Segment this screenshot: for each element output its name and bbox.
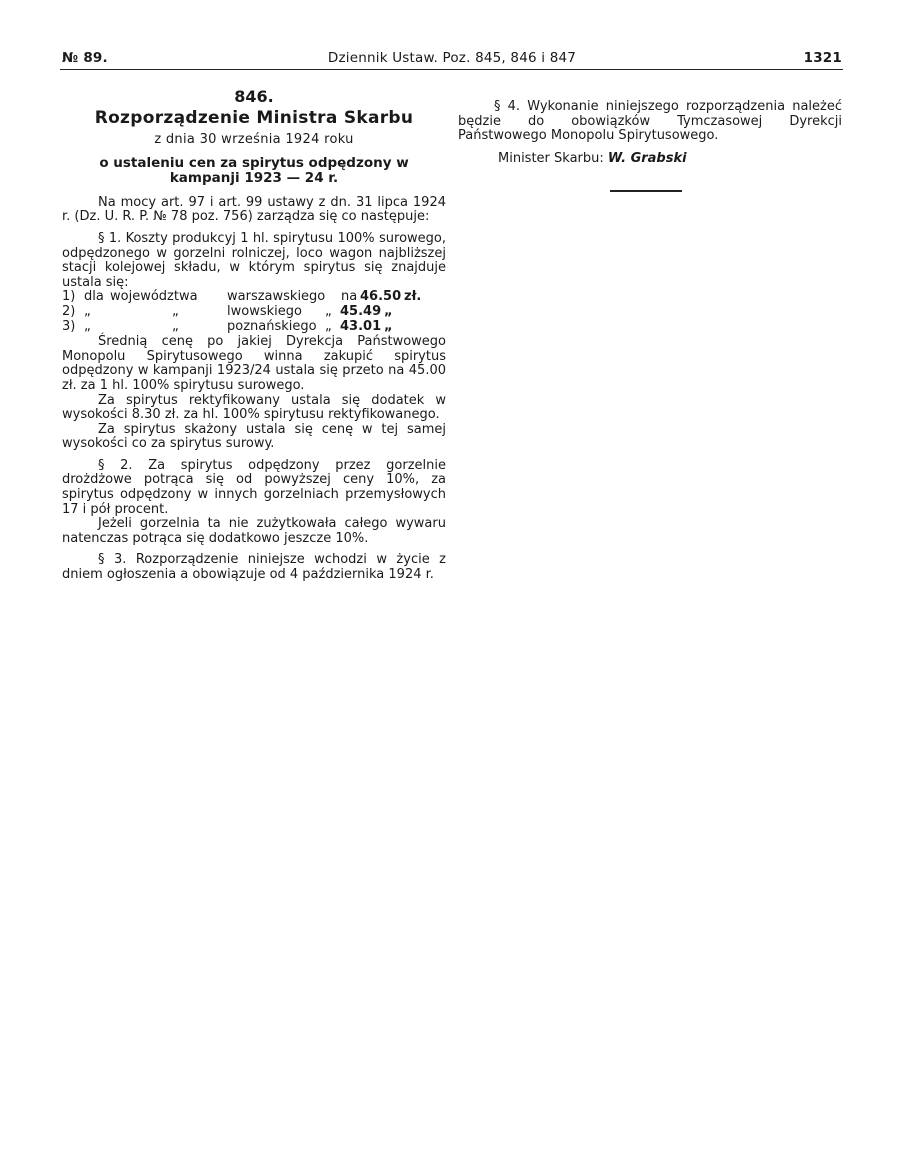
preamble: Na mocy art. 97 i art. 99 ustawy z dn. 31 lipca 1924 r. (Dz. U. R. P. № 78 poz. 756) zarządza się co następuje: <box>62 194 446 225</box>
section-2-additional: Jeżeli gorzelnia ta nie zużytkowała całego wywaru natenczas potrąca się dodatkowo jeszcze 10%. <box>62 516 446 546</box>
price-row <box>62 320 446 335</box>
price-row-unit: „ <box>384 318 393 334</box>
signature <box>458 152 842 167</box>
section-4: § 4. Wykonanie niniejszego rozporządzenia należeć będzie do obowiązków Tymczasowej Dyrekcji Państwowego Monopolu Spirytusowego. <box>458 99 842 144</box>
journal-title: Dziennik Ustaw. Poz. 845, 846 i 847 <box>327 50 577 66</box>
price-row-prefix: „ <box>84 318 91 334</box>
price-row-na: „ <box>325 318 332 334</box>
section-2: § 2. Za spirytus odpędzony przez gorzelnie drożdżowe potrąca się od powyższej ceny 10%, za spirytus odpędzony w innych gorzelniach przemysłowych 17 i pół procent. <box>62 457 446 517</box>
price-row-na: „ <box>325 303 332 319</box>
section-1-denatured: Za spirytus skażony ustala się cenę w tej samej wysokości co za spirytus surowy. <box>62 421 446 452</box>
section-1-average-price: Średnią cenę po jakiej Dyrekcja Państwowego Monopolu Spirytusowego winna zakupić spirytus odpędzony w kampanji 1923/24 ustala się przeto na 45.00 zł. za 1 hl. 100% spirytusu surowego. <box>62 334 446 393</box>
end-rule <box>610 190 682 192</box>
price-row-prefix: dla <box>84 289 104 305</box>
document-title: Rozporządzenie Ministra Skarbu <box>94 107 414 128</box>
price-row-number: 1) <box>62 289 76 305</box>
price-row-value: 45.49 <box>340 303 382 319</box>
price-row-word: województwa <box>110 289 198 305</box>
price-row-number: 3) <box>62 318 76 334</box>
section-3: § 3. Rozporządzenie niniejsze wchodzi w życie z dniem ogłoszenia a obowiązuje od 4 października 1924 r. <box>62 552 446 583</box>
price-row-number: 2) <box>62 303 76 319</box>
section-1-rectified: Za spirytus rektyfikowany ustala się dodatek w wysokości 8.30 zł. za hl. 100% spirytusu rektyfikowanego. <box>62 392 446 423</box>
issue-number: № 89. <box>62 50 108 66</box>
page-number: 1321 <box>803 50 842 66</box>
document-date: z dnia 30 września 1924 roku <box>154 132 354 148</box>
price-row-word: „ <box>172 318 179 334</box>
price-row <box>62 290 446 305</box>
section-1-intro: § 1. Koszty produkcyj 1 hl. spirytusu 100% surowego, odpędzonego w gorzelni rolniczej, loco wagon najbliższej stacji kolejowej składu, w którym spirytus się znajduje ustala się: <box>62 230 446 290</box>
signature-label: Minister Skarbu: <box>498 150 604 166</box>
price-row-unit: „ <box>384 303 393 319</box>
price-row-prefix: „ <box>84 303 91 319</box>
header-rule <box>60 69 843 70</box>
signature-name: W. Grabski <box>607 150 687 166</box>
document-number: 846. <box>234 87 274 106</box>
price-row-value: 43.01 <box>340 318 382 334</box>
page-header <box>62 50 842 68</box>
document-subject: o ustaleniu cen za spirytus odpędzony w kampanji 1923 — 24 r. <box>99 154 409 186</box>
price-row-na: na <box>341 289 358 305</box>
price-row-unit: zł. <box>404 289 422 305</box>
left-column <box>62 87 446 583</box>
price-row-word: „ <box>172 303 179 319</box>
right-column <box>458 100 842 192</box>
price-row-region: poznańskiego <box>227 318 317 334</box>
price-list <box>62 290 446 334</box>
price-row-region: warszawskiego <box>227 289 326 305</box>
price-row-region: lwowskiego <box>227 303 302 319</box>
price-row <box>62 305 446 320</box>
price-row-value: 46.50 <box>360 289 402 305</box>
